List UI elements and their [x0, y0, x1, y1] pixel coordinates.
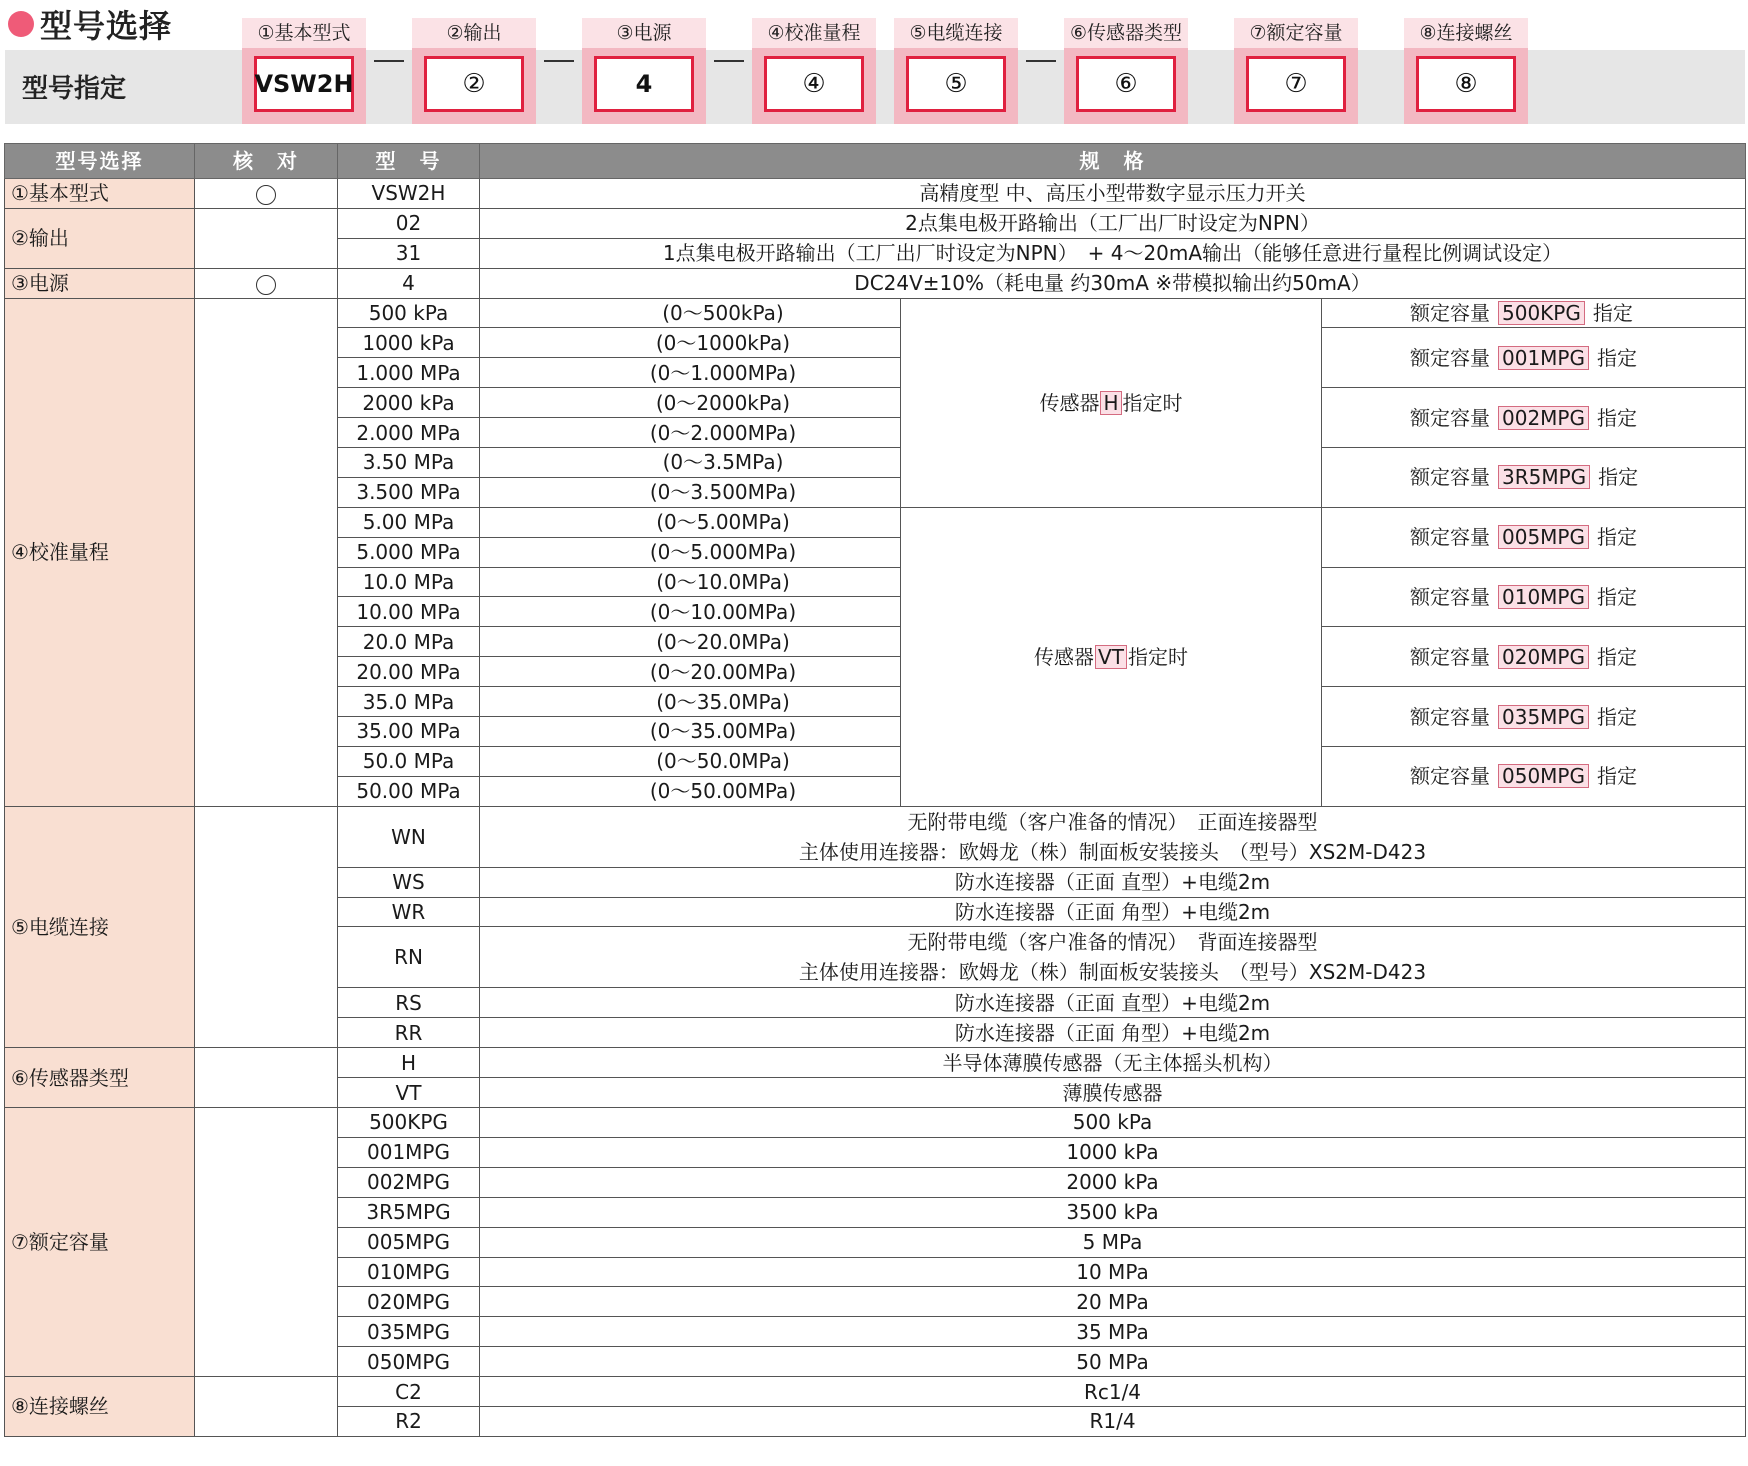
header-model: 型 号 [338, 144, 480, 179]
segment-value: ⑥ [1076, 56, 1176, 112]
segment-caption: ⑤电缆连接 [894, 18, 1018, 48]
model-cell: 002MPG [338, 1167, 480, 1197]
model-cell: 500KPG [338, 1108, 480, 1138]
spec-cell: Rc1/4 [480, 1377, 1746, 1407]
group-power: ③电源 [5, 268, 195, 298]
segment-cable [894, 18, 1018, 124]
separator-dash [714, 60, 744, 62]
segment-calibration [752, 18, 876, 124]
spec-line: 主体使用连接器：欧姆龙（株）制面板安装接头 （型号）XS2M-D423 [798, 839, 1427, 864]
spec-cell: 防水连接器（正面 角型）+电缆2m [480, 897, 1746, 927]
spec-cell: 1000 kPa [480, 1137, 1746, 1167]
segment-rated-capacity [1234, 18, 1358, 124]
group-rated-capacity: ⑦额定容量 [5, 1108, 195, 1377]
group-basic-type: ①基本型式 [5, 179, 195, 209]
model-cell: C2 [338, 1377, 480, 1407]
model-cell: RS [338, 988, 480, 1018]
spec-cell: 5 MPa [480, 1227, 1746, 1257]
spec-cell: 500 kPa [480, 1108, 1746, 1138]
sensor-post: 指定时 [1127, 644, 1188, 669]
table-row [5, 268, 1746, 298]
cap-pre: 额定容量 [1410, 644, 1490, 669]
range-cell: (0～5.00MPa) [480, 507, 901, 537]
capacity-cell [1322, 328, 1746, 388]
segment-basic-type [242, 18, 366, 124]
range-cell: (0～35.00MPa) [480, 717, 901, 747]
segment-output [412, 18, 536, 124]
table-row [5, 298, 1746, 328]
spec-cell: 防水连接器（正面 角型）+电缆2m [480, 1018, 1746, 1048]
circle-mark-icon [256, 185, 276, 205]
section-title-text: 型号选择 [40, 7, 173, 45]
spec-cell: 薄膜传感器 [480, 1078, 1746, 1108]
cap-pre: 额定容量 [1410, 345, 1490, 370]
check-cell [195, 1048, 338, 1108]
model-cell: RR [338, 1018, 480, 1048]
range-cell: (0～3.5MPa) [480, 448, 901, 478]
circle-mark-icon [256, 275, 276, 295]
model-cell: 005MPG [338, 1227, 480, 1257]
segment-value: 4 [594, 56, 694, 112]
check-cell [195, 208, 338, 268]
capacity-cell [1322, 627, 1746, 687]
capacity-cell [1322, 687, 1746, 747]
spec-cell: 50 MPa [480, 1347, 1746, 1377]
cap-tag: 500KPG [1498, 301, 1585, 325]
sensor-vt-cell [901, 507, 1322, 806]
model-cell: 5.000 MPa [338, 537, 480, 567]
table-row [5, 208, 1746, 238]
bullet-dot-icon [8, 11, 34, 37]
table-header-row [5, 144, 1746, 179]
spec-line: 主体使用连接器：欧姆龙（株）制面板安装接头 （型号）XS2M-D423 [798, 960, 1427, 985]
model-cell: 1000 kPa [338, 328, 480, 358]
cap-post: 指定 [1597, 345, 1637, 370]
spec-cell: 10 MPa [480, 1257, 1746, 1287]
cap-tag: 050MPG [1498, 764, 1589, 788]
model-cell: VT [338, 1078, 480, 1108]
cap-post: 指定 [1592, 301, 1633, 325]
model-cell: 31 [338, 238, 480, 268]
spec-cell: 3500 kPa [480, 1197, 1746, 1227]
model-cell: H [338, 1048, 480, 1078]
model-cell: 020MPG [338, 1287, 480, 1317]
spec-cell: 35 MPa [480, 1317, 1746, 1347]
model-cell: 010MPG [338, 1257, 480, 1287]
spec-cell: 2点集电极开路输出（工厂出厂时设定为NPN） [480, 208, 1746, 238]
model-cell: WR [338, 897, 480, 927]
model-cell: 4 [338, 268, 480, 298]
segment-caption: ⑧连接螺丝 [1404, 18, 1528, 48]
cap-pre: 额定容量 [1410, 525, 1490, 550]
cap-pre: 额定容量 [1410, 405, 1490, 430]
model-cell: 02 [338, 208, 480, 238]
spec-cell: 20 MPa [480, 1287, 1746, 1317]
capacity-cell [1322, 388, 1746, 448]
segment-value: ⑤ [906, 56, 1006, 112]
segment-caption: ⑥传感器类型 [1064, 18, 1188, 48]
segment-thread [1404, 18, 1528, 124]
range-cell: (0～50.0MPa) [480, 746, 901, 776]
spec-cell: 半导体薄膜传感器（无主体摇头机构） [480, 1048, 1746, 1078]
cap-post: 指定 [1598, 465, 1639, 490]
model-cell: 10.00 MPa [338, 597, 480, 627]
model-cell: 50.00 MPa [338, 776, 480, 806]
cap-post: 指定 [1597, 405, 1637, 430]
cap-tag: 002MPG [1498, 406, 1589, 430]
table-row [5, 1377, 1746, 1407]
segment-caption: ④校准量程 [752, 18, 876, 48]
segment-value: ⑧ [1416, 56, 1516, 112]
range-cell: (0～5.000MPa) [480, 537, 901, 567]
cap-tag: 035MPG [1498, 705, 1589, 729]
segment-power [582, 18, 706, 124]
model-cell: 20.0 MPa [338, 627, 480, 657]
check-cell [195, 268, 338, 298]
range-cell: (0～2.000MPa) [480, 418, 901, 448]
header-check: 核 对 [195, 144, 338, 179]
range-cell: (0～3.500MPa) [480, 477, 901, 507]
spec-cell [480, 927, 1746, 988]
check-cell [195, 1377, 338, 1437]
sensor-post: 指定时 [1122, 390, 1183, 415]
sensor-tag-vt: VT [1095, 645, 1127, 669]
model-cell: 50.0 MPa [338, 746, 480, 776]
cap-tag: 020MPG [1498, 645, 1589, 669]
spec-cell: R1/4 [480, 1406, 1746, 1436]
header-spec: 规 格 [480, 144, 1746, 179]
cap-post: 指定 [1597, 704, 1637, 729]
model-cell: 20.00 MPa [338, 657, 480, 687]
segment-caption: ③电源 [582, 18, 706, 48]
separator-dash [1026, 60, 1056, 62]
model-cell: 2.000 MPa [338, 418, 480, 448]
segment-value: ⑦ [1246, 56, 1346, 112]
spec-line: 无附带电缆（客户准备的情况） 背面连接器型 [907, 930, 1318, 955]
model-cell: 3.500 MPa [338, 477, 480, 507]
cap-pre: 额定容量 [1410, 584, 1490, 609]
range-cell: (0～20.0MPa) [480, 627, 901, 657]
model-cell: 35.0 MPa [338, 687, 480, 717]
cap-pre: 额定容量 [1410, 301, 1490, 325]
spec-cell: 高精度型 中、高压小型带数字显示压力开关 [480, 179, 1746, 209]
spec-line: 无附带电缆（客户准备的情况） 正面连接器型 [907, 809, 1318, 834]
model-cell: RN [338, 927, 480, 988]
sensor-h-cell [901, 298, 1322, 507]
capacity-cell [1322, 298, 1746, 328]
spec-cell [480, 806, 1746, 867]
spec-cell: 防水连接器（正面 直型）+电缆2m [480, 867, 1746, 897]
model-spec-label: 型号指定 [22, 74, 127, 104]
cap-tag: 005MPG [1498, 525, 1589, 549]
range-cell: (0～50.00MPa) [480, 776, 901, 806]
cap-post: 指定 [1597, 644, 1637, 669]
spec-cell: 防水连接器（正面 直型）+电缆2m [480, 988, 1746, 1018]
separator-dash [374, 60, 404, 62]
range-cell: (0～500kPa) [480, 298, 901, 328]
check-cell [195, 179, 338, 209]
model-cell: 001MPG [338, 1137, 480, 1167]
group-calibration: ④校准量程 [5, 298, 195, 806]
range-cell: (0～10.00MPa) [480, 597, 901, 627]
check-cell [195, 1108, 338, 1377]
model-cell: VSW2H [338, 179, 480, 209]
separator-dash [544, 60, 574, 62]
range-cell: (0～10.0MPa) [480, 567, 901, 597]
cap-tag: 001MPG [1498, 346, 1589, 370]
cap-pre: 额定容量 [1410, 465, 1490, 490]
model-cell: 500 kPa [338, 298, 480, 328]
check-cell [195, 298, 338, 806]
group-sensor-type: ⑥传感器类型 [5, 1048, 195, 1108]
group-output: ②输出 [5, 208, 195, 268]
model-cell: WS [338, 867, 480, 897]
cap-tag: 010MPG [1498, 585, 1589, 609]
capacity-cell [1322, 567, 1746, 627]
model-cell: WN [338, 806, 480, 867]
model-cell: 3R5MPG [338, 1197, 480, 1227]
model-cell: 1.000 MPa [338, 358, 480, 388]
model-selection-table [4, 143, 1746, 1437]
cap-tag: 3R5MPG [1498, 465, 1590, 489]
capacity-cell [1322, 507, 1746, 567]
table-row [5, 1108, 1746, 1138]
segment-caption: ②输出 [412, 18, 536, 48]
range-cell: (0～2000kPa) [480, 388, 901, 418]
segment-caption: ⑦额定容量 [1234, 18, 1358, 48]
range-cell: (0～1000kPa) [480, 328, 901, 358]
range-cell: (0～1.000MPa) [480, 358, 901, 388]
sensor-tag-h: H [1100, 391, 1121, 415]
header-selection: 型号选择 [5, 144, 195, 179]
segment-value: ④ [764, 56, 864, 112]
spec-cell: 2000 kPa [480, 1167, 1746, 1197]
table-row [5, 179, 1746, 209]
group-thread: ⑧连接螺丝 [5, 1377, 195, 1437]
segment-value: ② [424, 56, 524, 112]
capacity-cell [1322, 448, 1746, 508]
table-row [5, 1048, 1746, 1078]
range-cell: (0～20.00MPa) [480, 657, 901, 687]
sensor-pre: 传感器 [1039, 390, 1100, 415]
cap-post: 指定 [1597, 584, 1637, 609]
cap-post: 指定 [1597, 525, 1637, 550]
sensor-pre: 传感器 [1034, 644, 1095, 669]
capacity-cell [1322, 746, 1746, 806]
cap-post: 指定 [1597, 764, 1637, 789]
check-cell [195, 806, 338, 1048]
section-title [8, 2, 172, 46]
group-cable: ⑤电缆连接 [5, 806, 195, 1048]
spec-cell: 1点集电极开路输出（工厂出厂时设定为NPN） + 4～20mA输出（能够任意进行量程比例调试设定） [480, 238, 1746, 268]
segment-value: VSW2H [254, 56, 354, 112]
model-cell: 5.00 MPa [338, 507, 480, 537]
segment-sensor-type [1064, 18, 1188, 124]
model-cell: 3.50 MPa [338, 448, 480, 478]
model-cell: 050MPG [338, 1347, 480, 1377]
spec-cell: DC24V±10%（耗电量 约30mA ※带模拟输出约50mA） [480, 268, 1746, 298]
model-cell: R2 [338, 1406, 480, 1436]
range-cell: (0～35.0MPa) [480, 687, 901, 717]
model-cell: 35.00 MPa [338, 717, 480, 747]
model-cell: 2000 kPa [338, 388, 480, 418]
cap-pre: 额定容量 [1410, 764, 1490, 789]
cap-pre: 额定容量 [1410, 704, 1490, 729]
model-cell: 035MPG [338, 1317, 480, 1347]
segment-caption: ①基本型式 [242, 18, 366, 48]
model-cell: 10.0 MPa [338, 567, 480, 597]
